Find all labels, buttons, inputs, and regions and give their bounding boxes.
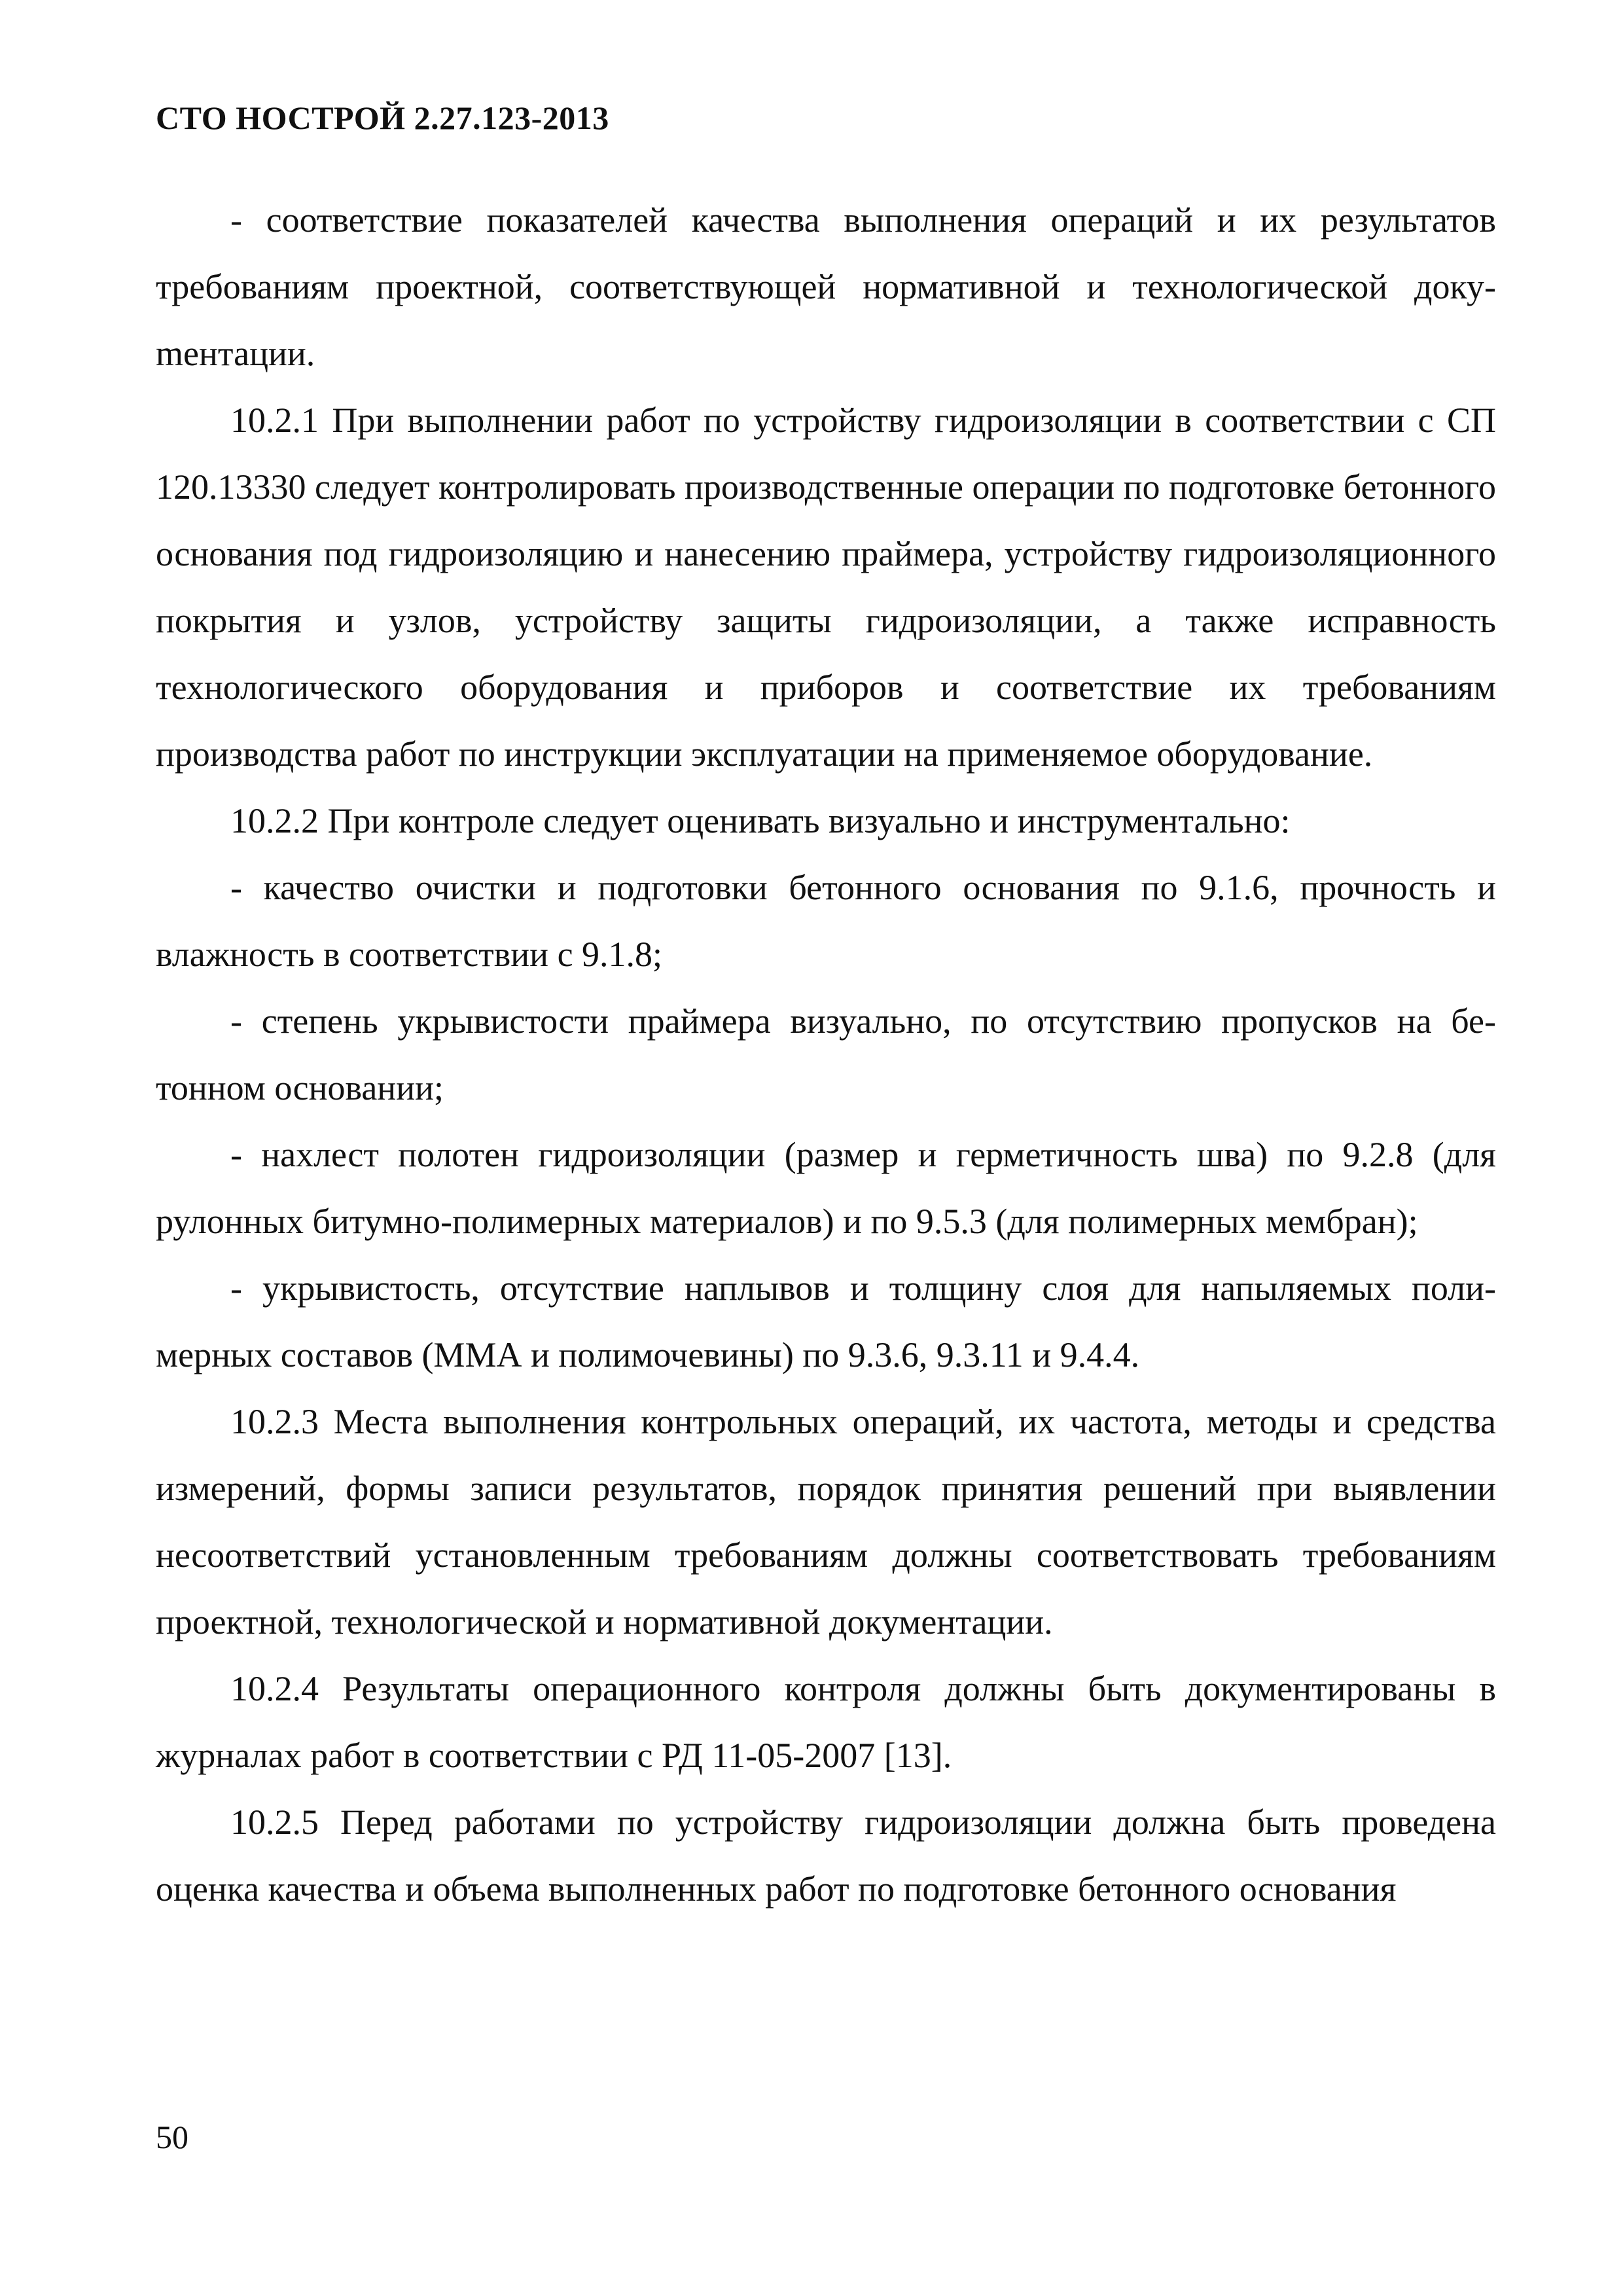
list-item-concrete-base: - качество очистки и подготовки бетонного основания по 9.1.6, прочность и влажность в соответствии с 9.1.8; — [156, 868, 1496, 974]
paragraph-10-2-2: 10.2.2 При контроле следует оценивать визуально и инструментально: — [230, 801, 1291, 840]
paragraph-conformance-item: - соответствие показателей качества выполнения операций и их результатов требованиям проектной, соответствующей нормативной и технологической докуmентации. — [156, 200, 1496, 373]
document-code-header: СТО НОСТРОЙ 2.27.123-2013 — [156, 99, 609, 136]
list-item-sheet-overlap: - нахлест полотен гидроизоляции (размер и герметичность шва) по 9.2.8 (для рулонных битумно-полимерных материалов) и по 9.5.3 (для полимерных мембран); — [156, 1135, 1496, 1241]
list-item-sprayed-coverage: - укрывистость, отсутствие наплывов и толщину слоя для напыляемых полимерных составов (ММА и полимочевины) по 9.3.6, 9.3.11 и 9.4.4. — [156, 1268, 1496, 1374]
paragraph-10-2-1: 10.2.1 При выполнении работ по устройству гидроизоляции в соответствии с СП 120.13330 следует контролировать производственные операции по подготовке бетонного основания под гидроизоляцию и нанесению праймера, устройству гидроизоляционного покрытия и узлов, устройству защиты гидроизоляции, а также исправность технологического оборудования и приборов и соответствие их требованиям производства работ по инструкции эксплуатации на применяемое оборудование. — [156, 401, 1496, 774]
page-number: 50 — [156, 2119, 188, 2155]
paragraph-10-2-5: 10.2.5 Перед работами по устройству гидроизоляции должна быть проведена оценка качества и объема выполненных работ по подготовке бетонного основания — [156, 1803, 1496, 1909]
main-text — [156, 187, 1496, 1922]
paragraph-10-2-4: 10.2.4 Результаты операционного контроля должны быть документированы в журналах работ в соответствии с РД 11-05-2007 [13]. — [156, 1669, 1496, 1775]
list-item-primer-coverage: - степень укрывистости праймера визуально, по отсутствию пропусков на бетонном основании; — [156, 1001, 1496, 1107]
paragraph-10-2-3: 10.2.3 Места выполнения контрольных операций, их частота, методы и средства измерений, формы записи результатов, порядок принятия решений при выявлении несоответствий установленным требованиям должны соответствовать требованиям проектной, технологической и нормативной документации. — [156, 1402, 1496, 1641]
